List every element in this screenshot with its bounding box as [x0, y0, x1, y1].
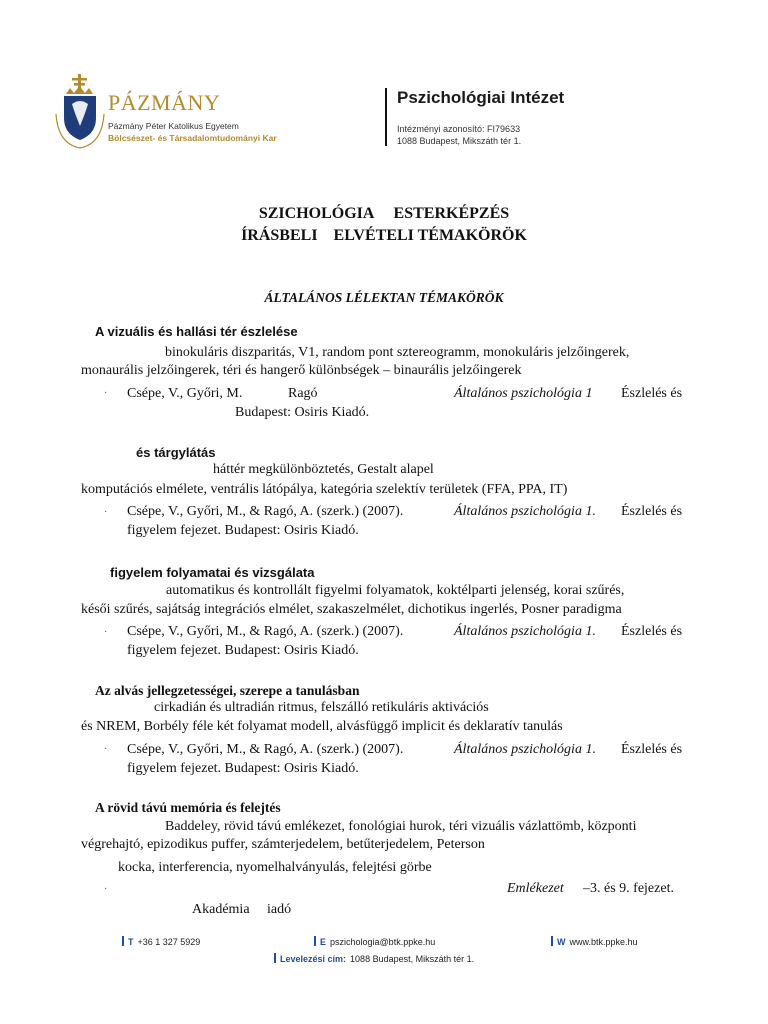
footer-mailing-address: [274, 953, 474, 964]
footer-mail-value: 1088 Budapest, Mikszáth tér 1.: [350, 954, 475, 964]
faculty-name: Bölcsészet- és Társadalomtudományi Kar: [108, 133, 277, 143]
reference-publisher: figyelem fejezet. Budapest: Osiris Kiadó.: [127, 643, 359, 658]
reference-chapter: Észlelés és: [621, 742, 683, 757]
reference-publisher: Akadémia: [192, 902, 250, 917]
topic-keywords-line: monaurális jelzőingerek, téri és hangerő különbségek – binaurális jelzőingerek: [81, 363, 522, 378]
reference-book-title: Általános pszichológia 1.: [454, 624, 596, 639]
institute-id: Intézményi azonosító: FI79633: [397, 124, 521, 134]
reference-chapter: –3. és 9. fejezet.: [583, 881, 674, 896]
topic-keywords-line: háttér megkülönböztetés, Gestalt alapel: [213, 462, 434, 477]
topic-keywords-line: késői szűrés, sajátság integrációs elmélet, szakaszelmélet, dichotikus ingerlés, Posner paradigma: [81, 602, 622, 617]
topic-heading: és tárgylátás: [136, 445, 216, 460]
reference-bullet: ·: [104, 627, 108, 638]
document-title-line2: ÍRÁSBELI ELVÉTELI TÉMAKÖRÖK: [241, 227, 527, 244]
topic-heading: figyelem folyamatai és vizsgálata: [110, 565, 315, 580]
reference-book-title: Emlékezet: [507, 881, 564, 896]
footer-bar-icon: [122, 936, 124, 946]
reference-authors-cont: Ragó: [288, 386, 318, 401]
footer-phone-key: T: [128, 937, 134, 947]
reference-bullet: ·: [104, 884, 108, 895]
reference-chapter: Észlelés és: [621, 386, 683, 401]
topic-heading: Az alvás jellegzetességei, szerepe a tanulásban: [95, 683, 360, 698]
footer-bar-icon: [551, 936, 553, 946]
topic-heading: A rövid távú memória és felejtés: [95, 800, 281, 815]
footer-email-key: E: [320, 937, 327, 947]
reference-book-title: Általános pszichológia 1: [454, 386, 593, 401]
reference-publisher: Budapest: Osiris Kiadó.: [235, 405, 370, 420]
reference-publisher: figyelem fejezet. Budapest: Osiris Kiadó.: [127, 761, 359, 776]
topic-keywords-line: Baddeley, rövid távú emlékezet, fonológiai hurok, téri vizuális vázlattömb, központi: [165, 819, 637, 834]
topic-keywords-line: komputációs elmélete, ventrális látópálya, kategória szelektív területek (FFA, PPA, IT): [81, 482, 568, 497]
reference-chapter: Észlelés és: [621, 504, 683, 519]
reference-bullet: ·: [104, 388, 108, 399]
footer-phone: [122, 936, 200, 947]
reference-authors: Csépe, V., Győri, M.: [127, 386, 243, 401]
reference-publisher: figyelem fejezet. Budapest: Osiris Kiadó.: [127, 523, 359, 538]
university-name: Pázmány Péter Katolikus Egyetem: [108, 121, 239, 131]
footer-bar-icon: [274, 953, 276, 963]
reference-bullet: ·: [104, 744, 108, 755]
reference-book-title: Általános pszichológia 1.: [454, 504, 596, 519]
reference-authors: Csépe, V., Győri, M., & Ragó, A. (szerk.) (2007).: [127, 742, 404, 757]
footer-email[interactable]: [314, 936, 435, 947]
institute-address: 1088 Budapest, Mikszáth tér 1.: [397, 136, 522, 146]
reference-bullet: ·: [104, 507, 108, 518]
brand-name: PÁZMÁNY: [108, 90, 221, 115]
topic-keywords-line: automatikus és kontrollált figyelmi folyamatok, koktélparti jelenség, korai szűrés,: [166, 583, 625, 598]
section-title: ÁLTALÁNOS LÉLEKTAN TÉMAKÖRÖK: [264, 290, 504, 305]
topic-keywords-line: és NREM, Borbély féle két folyamat modell, alvásfüggő implicit és deklaratív tanulás: [81, 719, 563, 734]
reference-authors: Csépe, V., Győri, M., & Ragó, A. (szerk.) (2007).: [127, 504, 404, 519]
document-title-line1: SZICHOLÓGIA ESTERKÉPZÉS: [258, 205, 510, 222]
reference-publisher-cont: iadó: [267, 902, 292, 917]
footer-phone-value: +36 1 327 5929: [137, 937, 201, 947]
header-divider: [385, 88, 387, 146]
footer-email-value[interactable]: pszichologia@btk.ppke.hu: [330, 937, 436, 947]
footer-web-value[interactable]: www.btk.ppke.hu: [569, 937, 638, 947]
footer-web-key: W: [557, 937, 566, 947]
university-crest-logo: [52, 74, 108, 152]
institute-title: Pszichológiai Intézet: [397, 88, 565, 107]
footer-mail-key: Levelezési cím:: [280, 954, 347, 964]
topic-heading: A vizuális és hallási tér észlelése: [95, 324, 298, 339]
footer-web[interactable]: [551, 936, 638, 947]
reference-chapter: Észlelés és: [621, 624, 683, 639]
topic-keywords-line: cirkadián és ultradián ritmus, felszálló retikuláris aktivációs: [154, 700, 489, 715]
topic-keywords-line: végrehajtó, epizodikus puffer, számterjedelem, betűterjedelem, Peterson: [81, 837, 485, 852]
footer-bar-icon: [314, 936, 316, 946]
topic-keywords-line: kocka, interferencia, nyomelhalványulás, felejtési görbe: [118, 860, 432, 875]
reference-book-title: Általános pszichológia 1.: [454, 742, 596, 757]
reference-authors: Csépe, V., Győri, M., & Ragó, A. (szerk.) (2007).: [127, 624, 404, 639]
topic-keywords-line: binokuláris diszparitás, V1, random pont sztereogramm, monokuláris jelzőingerek,: [165, 345, 630, 360]
